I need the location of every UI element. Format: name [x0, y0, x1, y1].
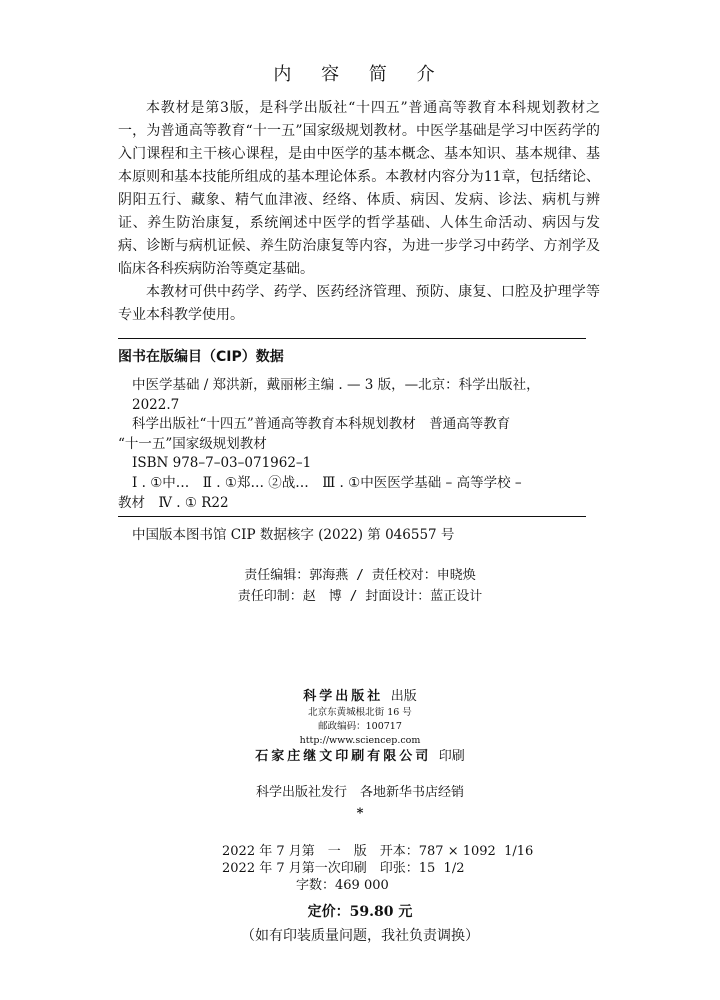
- cip-heading: 图书在版编目（CIP）数据: [118, 349, 284, 365]
- divider-top: [118, 338, 586, 339]
- editors-line: 责任编辑：郭海燕 / 责任校对：申晓焕: [244, 568, 476, 583]
- cip-line: Ⅰ . ①中… Ⅱ . ①郑… ②战… Ⅲ . ①中医医学基础 – 高等学校 –: [132, 474, 522, 491]
- distribution-line: 科学出版社发行 各地新华书店经销: [255, 785, 464, 800]
- cip-block: [118, 376, 588, 513]
- intro-paragraph-2: 本教材可供中药学、药学、医药经济管理、预防、康复、口腔及护理学等专业本科教学使用。: [118, 284, 600, 323]
- cip-line: 教材 Ⅳ . ① R22: [118, 494, 229, 511]
- printer-name: 石家庄继文印刷有限公司: [255, 749, 432, 764]
- intro-section: [118, 97, 600, 327]
- edition-line: 2022 年 7 月第 一 版 开本：787 × 1092 1/16: [222, 844, 534, 859]
- divider-middle: [118, 516, 586, 517]
- printer-action: 印刷: [438, 749, 465, 764]
- publisher-postcode: 邮政编码：100717: [318, 721, 402, 732]
- publisher-line: [0, 688, 720, 706]
- cip-line: 2022.7: [132, 396, 180, 413]
- publisher-address: 北京东黄城根北街 16 号: [308, 707, 412, 718]
- cip-line: ISBN 978–7–03–071962–1: [132, 455, 312, 472]
- exchange-note: （如有印装质量问题，我社负责调换）: [241, 928, 479, 944]
- cip-line: 科学出版社“十四五”普通高等教育本科规划教材 普通高等教育: [132, 416, 511, 433]
- printer-line: [0, 748, 720, 766]
- intro-paragraph-1: 本教材是第3版，是科学出版社“十四五”普通高等教育本科规划教材之一，为普通高等教育“十一五”国家级规划教材。中医学基础是学习中医药学的入门课程和主干核心课程，是由中医学的基本概念、基本知识、基本规律、基本原则和基本技能所组成的基本理论体系。本教材内容分为11章，包括绪论、阴阳五行、藏象、精气血津液、经络、体质、病因、发病、诊法、病机与辨证、养生防治康复，系统阐述中医学的哲学基础、人体生命活动、病因与发病、诊断与病机证候、养生防治康复等内容，为进一步学习中药学、方剂学及临床各科疾病防治等奠定基础。: [118, 100, 600, 277]
- publisher-block: [0, 688, 720, 766]
- edition-line: 字数：469 000: [296, 878, 389, 893]
- separator-star: *: [356, 806, 364, 821]
- publisher-url: http://www.sciencep.com: [299, 735, 421, 746]
- page-title: 内 容 简 介: [273, 64, 447, 85]
- editors-line: 责任印制：赵 博 / 封面设计：蓝正设计: [237, 589, 483, 604]
- edition-line: 2022 年 7 月第一次印刷 印张：15 1/2: [222, 861, 465, 876]
- cip-line: “十一五”国家级规划教材: [118, 435, 267, 452]
- editors-block: [0, 565, 720, 607]
- cip-line: 中医学基础 / 郑洪新，戴丽彬主编 . — 3 版，—北京：科学出版社，: [132, 377, 540, 393]
- publisher-name: 科学出版社: [303, 689, 384, 704]
- publisher-action: 出版: [390, 689, 417, 704]
- edition-block: [222, 843, 533, 894]
- cip-record-number: 中国版本图书馆 CIP 数据核字 (2022) 第 046557 号: [132, 527, 455, 543]
- price: 定价：59.80 元: [307, 904, 413, 920]
